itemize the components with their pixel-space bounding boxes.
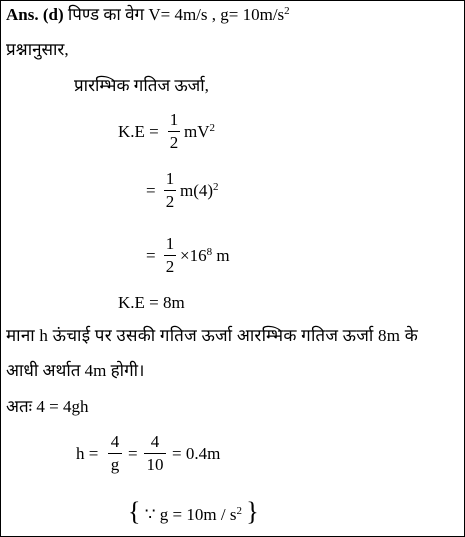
fraction-denominator: 2: [165, 257, 175, 276]
fraction-denominator: 2: [165, 192, 175, 211]
times-term: ×16: [180, 246, 207, 265]
fraction-bar: [164, 190, 176, 191]
fraction-half-3: [164, 234, 176, 277]
answer-header: [6, 5, 290, 25]
eq3-equals: =: [146, 246, 156, 265]
ke-lhs: K.E =: [118, 122, 159, 141]
ke-formula-rhs: [184, 122, 215, 142]
fraction-numerator: 1: [165, 169, 175, 188]
fraction-numerator: 1: [165, 234, 175, 253]
height-statement-line1: माना h ऊंचाई पर उसकी गतिज ऊर्जा आरम्भिक गतिज ऊर्जा 8m के: [6, 326, 419, 345]
h-lhs: h =: [76, 444, 99, 463]
eq3-rhs: [180, 246, 230, 266]
fraction-bar: [144, 453, 166, 454]
m4-exponent: 2: [213, 181, 219, 193]
fraction-numerator: 4: [110, 432, 120, 451]
answer-label: Ans. (d): [6, 5, 64, 24]
fraction-half-1: [168, 110, 180, 153]
fraction-denominator: 10: [146, 455, 164, 474]
fraction-bar: [168, 131, 180, 132]
eq2-equals: =: [146, 181, 156, 200]
fraction-bar: [108, 453, 122, 454]
fraction-numerator: 1: [169, 110, 179, 129]
since-exponent: 2: [236, 505, 242, 517]
fraction-numerator: 4: [150, 432, 160, 451]
energy-equation: अतः 4 = 4gh: [6, 397, 89, 416]
eq5-equals: =: [128, 444, 138, 463]
eq2-rhs: [180, 181, 219, 201]
initial-ke-heading: प्रारम्भिक गतिज ऊर्जा,: [74, 76, 209, 95]
since-text: ∵ g = 10m / s: [144, 505, 237, 524]
according-question-text: प्रश्नानुसार,: [6, 40, 69, 59]
fraction-denominator: g: [110, 455, 120, 474]
fraction-half-2: [164, 169, 176, 212]
fraction-4-over-10: [144, 432, 166, 475]
given-exponent: 2: [284, 5, 290, 17]
times-exponent: 8: [206, 246, 213, 258]
fraction-denominator: 2: [169, 133, 179, 152]
close-brace: }: [246, 497, 259, 526]
given-values: पिण्ड का वेग V= 4m/s , g= 10m/s: [67, 5, 285, 24]
gravity-note: [128, 497, 259, 526]
mv-term: mV: [184, 122, 210, 141]
m-term: m: [216, 246, 230, 265]
m4-term: m(4): [180, 181, 214, 200]
mv-exponent: 2: [209, 122, 215, 134]
h-result: = 0.4m: [172, 444, 221, 463]
fraction-bar: [164, 255, 176, 256]
height-statement-line2: आधी अर्थात 4m होगी।: [6, 361, 145, 380]
ke-result: K.E = 8m: [118, 293, 185, 312]
open-brace: {: [128, 497, 141, 526]
fraction-4-over-g: [108, 432, 122, 475]
